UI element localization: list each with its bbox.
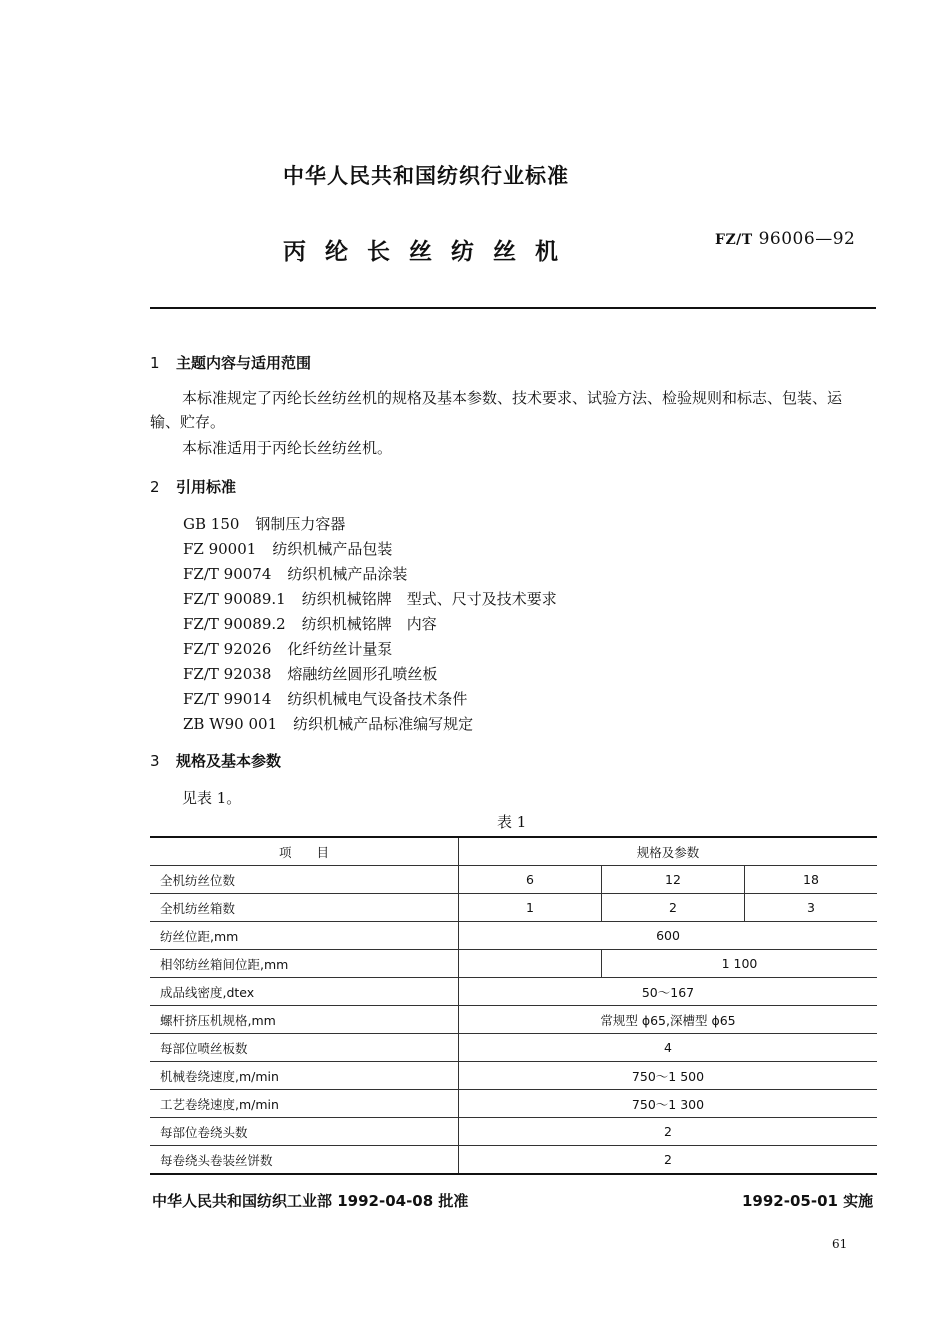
reference-item <box>183 663 437 684</box>
section-number: 3 <box>150 752 160 770</box>
table-row <box>150 1146 877 1175</box>
reference-item <box>183 513 345 534</box>
row-value: 1 100 <box>602 950 878 978</box>
table-row <box>150 1090 877 1118</box>
row-item: 全机纺丝箱数 <box>150 894 459 922</box>
top-divider <box>150 307 876 309</box>
reference-code: FZ/T 90089.1 <box>183 590 286 608</box>
reference-name: 纺织机械产品标准编写规定 <box>293 715 474 733</box>
reference-code: ZB W90 001 <box>183 715 278 733</box>
row-value: 1 <box>459 894 602 922</box>
row-item: 每部位喷丝板数 <box>150 1034 459 1062</box>
section-title: 规格及基本参数 <box>176 752 282 770</box>
paragraph: 输、贮存。 <box>150 413 226 431</box>
row-value: 3 <box>745 894 878 922</box>
table-row <box>150 1034 877 1062</box>
table-row <box>150 978 877 1006</box>
reference-item <box>183 638 392 659</box>
org-title: 中华人民共和国纺织行业标准 <box>283 164 569 188</box>
reference-name: 纺织机械铭牌 型式、尺寸及技术要求 <box>301 590 557 608</box>
row-item: 机械卷绕速度,m/min <box>150 1062 459 1090</box>
reference-item <box>183 613 437 634</box>
row-item: 工艺卷绕速度,m/min <box>150 1090 459 1118</box>
reference-code: FZ/T 92038 <box>183 665 272 683</box>
section-title: 主题内容与适用范围 <box>176 354 312 372</box>
table-row <box>150 1062 877 1090</box>
section-number: 1 <box>150 354 160 372</box>
row-value: 18 <box>745 866 878 894</box>
reference-code: GB 150 <box>183 515 240 533</box>
section-2-heading <box>150 476 236 497</box>
row-value: 2 <box>602 894 745 922</box>
section-3-heading <box>150 750 281 771</box>
implementation-date: 1992-05-01 实施 <box>742 1192 874 1210</box>
table-row <box>150 922 877 950</box>
reference-item <box>183 713 473 734</box>
reference-name: 纺织机械电气设备技术条件 <box>287 690 468 708</box>
reference-name: 化纤纺丝计量泵 <box>287 640 393 658</box>
table-caption: 表 1 <box>497 813 527 831</box>
section-title: 引用标准 <box>176 478 237 496</box>
row-empty-cell <box>459 950 602 978</box>
standard-number <box>715 229 855 249</box>
row-value: 4 <box>459 1034 878 1062</box>
reference-item <box>183 538 392 559</box>
standard-code: 96006—92 <box>758 229 856 249</box>
page-number: 61 <box>832 1237 848 1251</box>
spec-table <box>150 836 877 1175</box>
row-value: 50～167 <box>459 978 878 1006</box>
paragraph: 本标准适用于丙纶长丝纺丝机。 <box>182 439 393 457</box>
table-row <box>150 894 877 922</box>
section-number: 2 <box>150 478 160 496</box>
reference-code: FZ 90001 <box>183 540 257 558</box>
row-value: 12 <box>602 866 745 894</box>
table-header-row <box>150 837 877 866</box>
standard-prefix: FZ/T <box>715 232 753 248</box>
row-item: 每卷绕头卷装丝饼数 <box>150 1146 459 1175</box>
paragraph: 本标准规定了丙纶长丝纺丝机的规格及基本参数、技术要求、试验方法、检验规则和标志、包装、运 <box>182 389 843 407</box>
row-item: 螺杆挤压机规格,mm <box>150 1006 459 1034</box>
table-row <box>150 950 877 978</box>
reference-name: 钢制压力容器 <box>255 515 346 533</box>
row-value: 600 <box>459 922 878 950</box>
reference-item <box>183 563 407 584</box>
row-value: 常规型 ϕ65,深槽型 ϕ65 <box>459 1006 878 1034</box>
paragraph: 见表 1。 <box>182 789 242 807</box>
row-value: 750～1 300 <box>459 1090 878 1118</box>
row-item: 每部位卷绕头数 <box>150 1118 459 1146</box>
table-row <box>150 1118 877 1146</box>
section-1-heading <box>150 352 311 373</box>
reference-code: FZ/T 92026 <box>183 640 272 658</box>
reference-item <box>183 588 557 609</box>
reference-code: FZ/T 90074 <box>183 565 272 583</box>
header-spec: 规格及参数 <box>459 837 878 866</box>
reference-name: 纺织机械铭牌 内容 <box>301 615 437 633</box>
approval-line: 中华人民共和国纺织工业部 1992-04-08 批准 <box>152 1192 469 1210</box>
table-row <box>150 866 877 894</box>
reference-code: FZ/T 99014 <box>183 690 272 708</box>
reference-code: FZ/T 90089.2 <box>183 615 286 633</box>
row-item: 全机纺丝位数 <box>150 866 459 894</box>
header-item: 项 目 <box>150 837 459 866</box>
reference-name: 纺织机械产品包装 <box>272 540 393 558</box>
reference-item <box>183 688 467 709</box>
row-item: 纺丝位距,mm <box>150 922 459 950</box>
reference-name: 熔融纺丝圆形孔喷丝板 <box>287 665 438 683</box>
row-value: 2 <box>459 1146 878 1175</box>
document-title: 丙纶长丝纺丝机 <box>283 239 577 265</box>
row-item: 成品线密度,dtex <box>150 978 459 1006</box>
reference-name: 纺织机械产品涂装 <box>287 565 408 583</box>
row-value: 750～1 500 <box>459 1062 878 1090</box>
row-item: 相邻纺丝箱间位距,mm <box>150 950 459 978</box>
table-row <box>150 1006 877 1034</box>
row-value: 2 <box>459 1118 878 1146</box>
row-value: 6 <box>459 866 602 894</box>
